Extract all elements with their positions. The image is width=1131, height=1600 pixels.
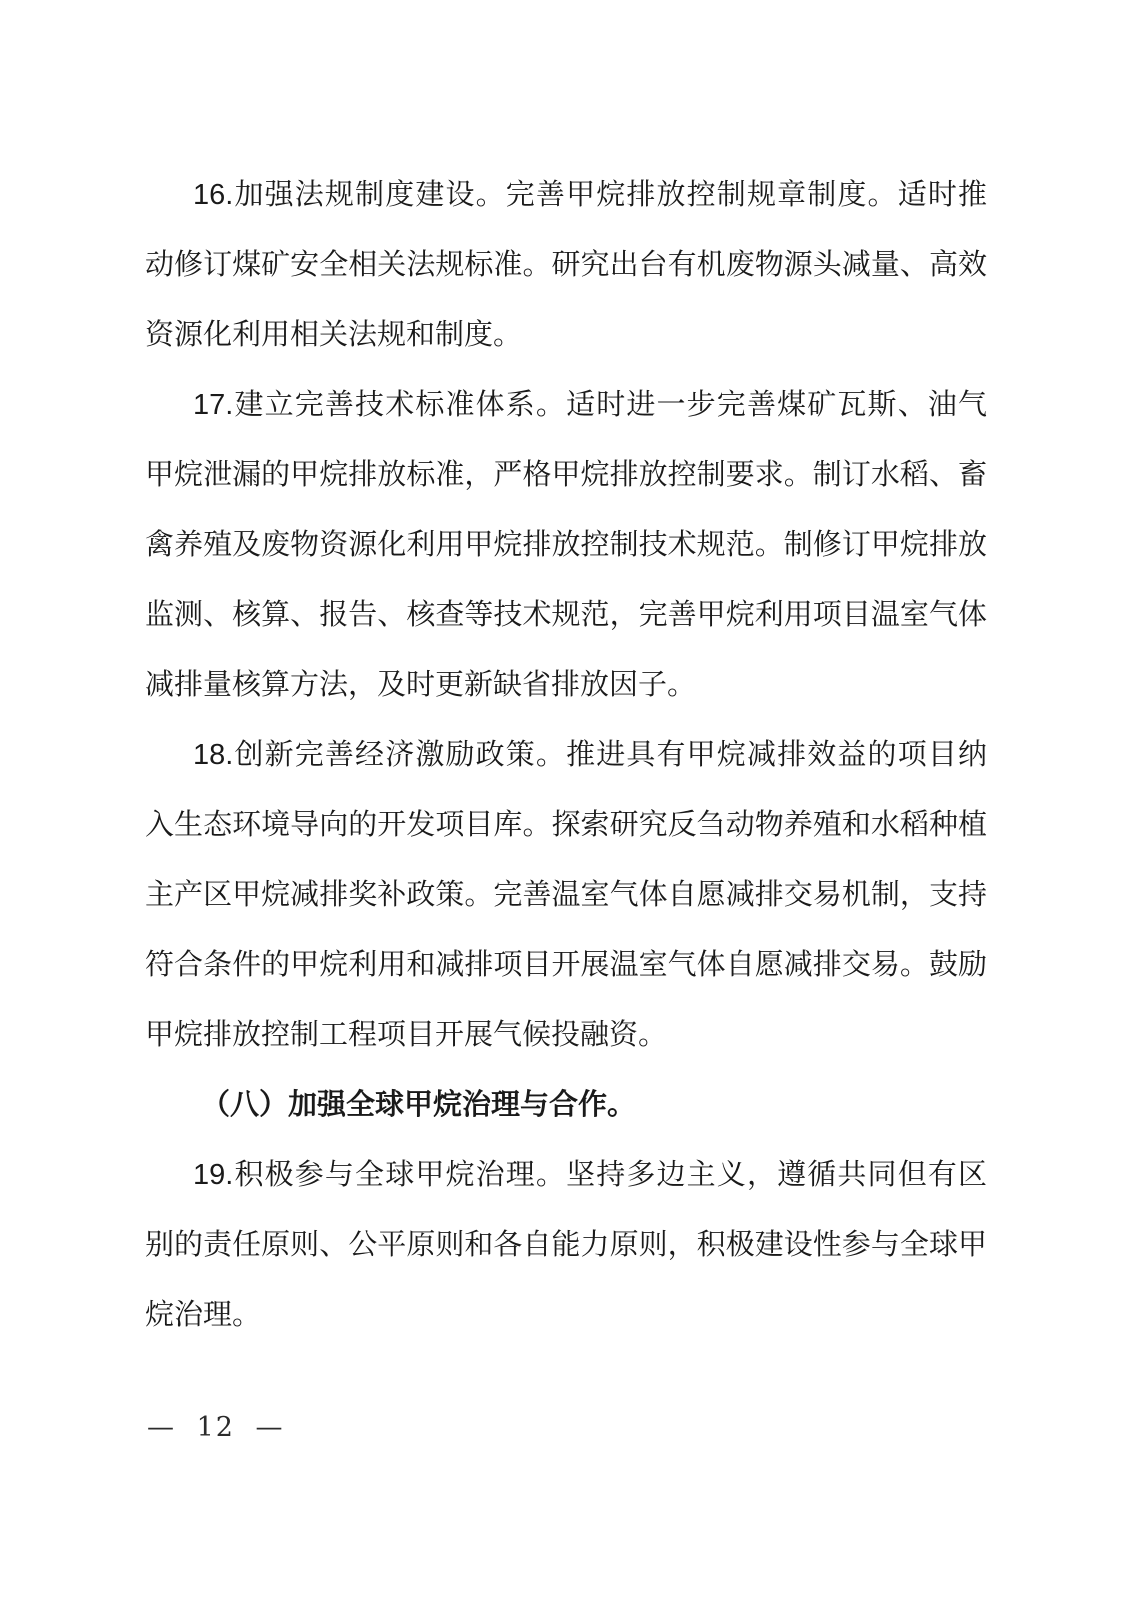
document-body [145,160,987,1350]
section-heading-8: （八）加强全球甲烷治理与合作。 [201,1089,637,1121]
page-footer [147,1408,285,1448]
page-number: — 12 — [147,1412,285,1443]
paragraph-19: 19.积极参与全球甲烷治理。坚持多边主义，遵循共同但有区别的责任原则、公平原则和各自能力原则，积极建设性参与全球甲烷治理。 [145,1159,987,1331]
paragraph-16: 16.加强法规制度建设。完善甲烷排放控制规章制度。适时推动修订煤矿安全相关法规标准。研究出台有机废物源头减量、高效资源化利用相关法规和制度。 [145,179,987,351]
paragraph-18: 18.创新完善经济激励政策。推进具有甲烷减排效益的项目纳入生态环境导向的开发项目库。探索研究反刍动物养殖和水稻种植主产区甲烷减排奖补政策。完善温室气体自愿减排交易机制，支持符合条件的甲烷利用和减排项目开展温室气体自愿减排交易。鼓励甲烷排放控制工程项目开展气候投融资。 [145,739,987,1051]
paragraph-17: 17.建立完善技术标准体系。适时进一步完善煤矿瓦斯、油气甲烷泄漏的甲烷排放标准，严格甲烷排放控制要求。制订水稻、畜禽养殖及废物资源化利用甲烷排放控制技术规范。制修订甲烷排放监测、核算、报告、核查等技术规范，完善甲烷利用项目温室气体减排量核算方法，及时更新缺省排放因子。 [145,389,987,701]
